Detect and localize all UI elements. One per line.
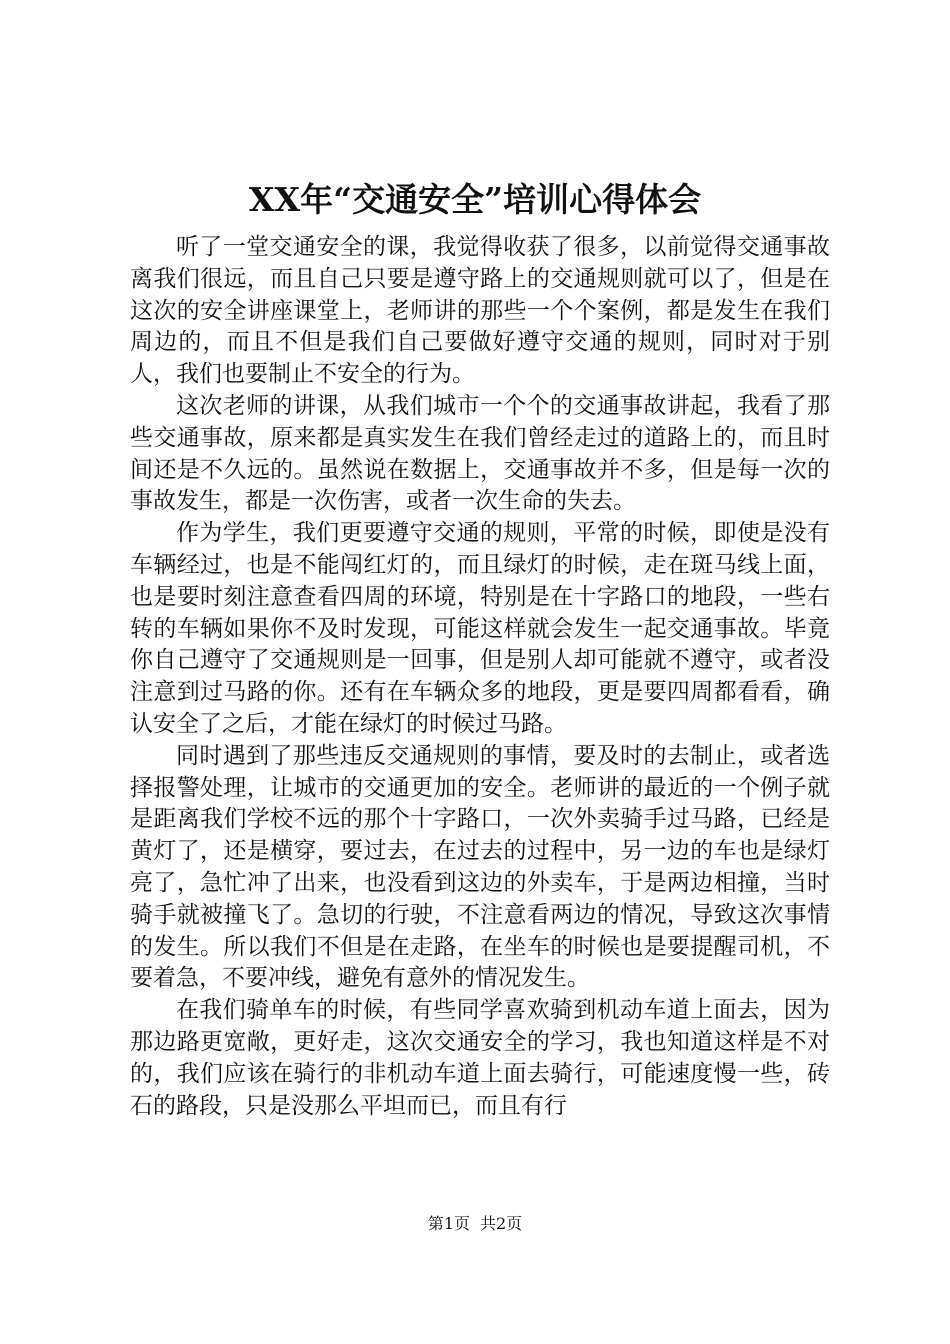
paragraph-1: 听了一堂交通安全的课，我觉得收获了很多，以前觉得交通事故离我们很远，而且自己只要是遵守路上的交通规则就可以了，但是在这次的安全讲座课堂上，老师讲的那些一个个案例，都是发生在我们周边的，而且不但是我们自己要做好遵守交通的规则，同时对于别人，我们也要制止不安全的行为。 (130, 234, 830, 388)
paragraph-3: 作为学生，我们更要遵守交通的规则，平常的时候，即使是没有车辆经过，也是不能闯红灯的，而且绿灯的时候，走在斑马线上面，也是要时刻注意查看四周的环境，特别是在十字路口的地段，一些右转的车辆如果你不及时发现，可能这样就会发生一起交通事故。毕竟你自己遵守了交通规则是一回事，但是别人却可能就不遵守，或者没注意到过马路的你。还有在车辆众多的地段，更是要四周都看看，确认安全了之后，才能在绿灯的时候过马路。 (130, 520, 830, 737)
document-title: XX年“交通安全”培训心得体会 (248, 180, 702, 219)
paragraph-4: 同时遇到了那些违反交通规则的事情，要及时的去制止，或者选择报警处理，让城市的交通更加的安全。老师讲的最近的一个例子就是距离我们学校不远的那个十字路口，一次外卖骑手过马路，已经是黄灯了，还是横穿，要过去，在过去的过程中，另一边的车也是绿灯亮了，急忙冲了出来，也没看到这边的外卖车，于是两边相撞，当时骑手就被撞飞了。急切的行驶，不注意看两边的情况，导致这次事情的发生。所以我们不但是在走路，在坐车的时候也是要提醒司机，不要着急，不要冲线，避免有意外的情况发生。 (130, 742, 830, 992)
paragraph-5: 在我们骑单车的时候，有些同学喜欢骑到机动车道上面去，因为那边路更宽敞，更好走，这次交通安全的学习，我也知道这样是不对的，我们应该在骑行的非机动车道上面去骑行，可能速度慢一些，砖石的路段，只是没那么平坦而已，而且有行 (130, 997, 830, 1119)
page-footer (0, 1214, 950, 1234)
page-total: 共2页 (480, 1214, 523, 1233)
document-body (130, 232, 830, 1122)
page-number: 第1页 (427, 1214, 470, 1233)
paragraph-2: 这次老师的讲课，从我们城市一个个的交通事故讲起，我看了那些交通事故，原来都是真实发生在我们曾经走过的道路上的，而且时间还是不久远的。虽然说在数据上，交通事故并不多，但是每一次的事故发生，都是一次伤害，或者一次生命的失去。 (130, 392, 830, 515)
